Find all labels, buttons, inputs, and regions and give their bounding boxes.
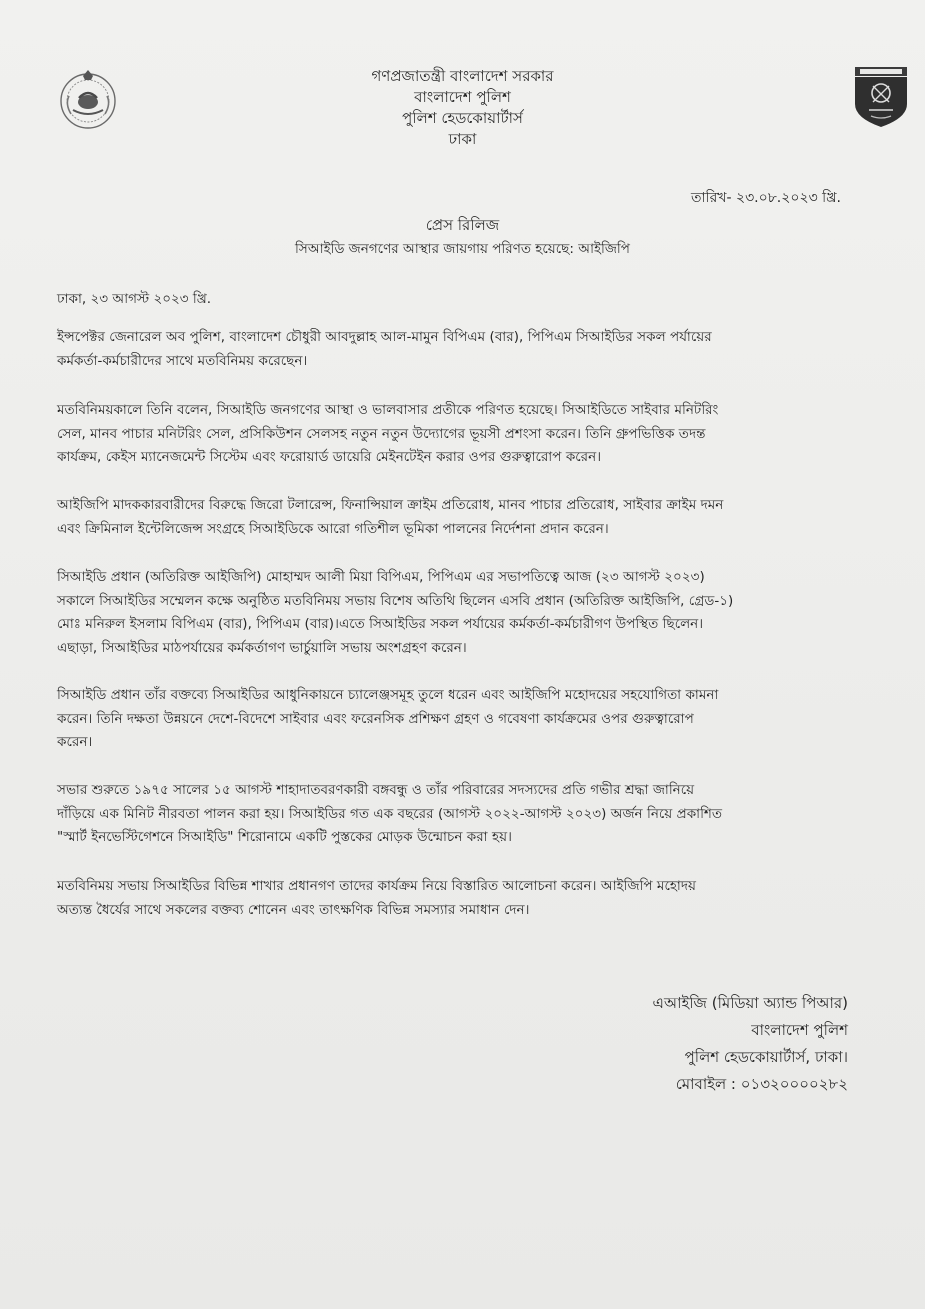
letterhead — [250, 66, 675, 150]
paragraph-line: মোঃ মনিরুল ইসলাম বিপিএম (বার), পিপিএম (বার)।এতে সিআইডির সকল পর্যায়ের কর্মকর্তা-কর্মচারীগণ উপস্থিত ছিলেন। — [57, 617, 704, 632]
cid-badge-icon — [853, 66, 909, 128]
paragraph-line: সিআইডি প্রধান তাঁর বক্তব্যে সিআইডির আধুনিকায়নে চ্যালেঞ্জসমূহ তুলে ধরেন এবং আইজিপি মহোদয়ের সহযোগিতা কামনা — [57, 688, 719, 703]
government-name: গণপ্রজাতন্ত্রী বাংলাদেশ সরকার — [371, 67, 554, 85]
paragraph-7 — [57, 875, 861, 922]
paragraph-line: আইজিপি মাদককারবারীদের বিরুদ্ধে জিরো টলারেন্স, ফিনান্সিয়াল ক্রাইম প্রতিরোধ, মানব পাচার প্রতিরোধ, সাইবার ক্রাইম দমন — [57, 498, 724, 513]
department-name: বাংলাদেশ পুলিশ — [414, 88, 511, 106]
paragraph-4 — [57, 566, 861, 660]
paragraph-line: সিআইডি প্রধান (অতিরিক্ত আইজিপি) মোহাম্মদ আলী মিয়া বিপিএম, পিপিএম এর সভাপতিত্বে আজ (২৩ আগস্ট ২০২৩) — [57, 570, 705, 585]
paragraph-line: সকালে সিআইডির সম্মেলন কক্ষে অনুষ্ঠিত মতবিনিময় সভায় বিশেষ অতিথি ছিলেন এসবি প্রধান (অতিরিক্ত আইজিপি, গ্রেড-১) — [57, 593, 734, 609]
signatory-mobile: মোবাইল : ০১৩২০০০০২৮২ — [675, 1075, 848, 1093]
document-date: তারিখ- ২৩.০৮.২০২৩ খ্রি. — [691, 190, 841, 206]
signatory-office: পুলিশ হেডকোয়ার্টার্স, ঢাকা। — [684, 1048, 848, 1066]
paragraph-line: সেল, মানব পাচার মনিটরিং সেল, প্রসিকিউশন সেলসহ নতুন নতুন উদ্যোগের ভূয়সী প্রশংসা করেন। তিনি গ্রুপভিত্তিক তদন্ত — [57, 426, 706, 442]
paragraph-line: "স্মার্ট ইনভেস্টিগেশনে সিআইডি" শিরোনামে একটি পুস্তকের মোড়ক উন্মোচন করা হয়। — [57, 830, 512, 845]
document-subtitle: সিআইডি জনগণের আস্থার জায়গায় পরিণত হয়েছে: আইজিপি — [295, 241, 630, 257]
police-emblem-icon — [55, 66, 121, 132]
paragraph-line: কর্মকর্তা-কর্মচারীদের সাথে মতবিনিময় করেছেন। — [57, 353, 308, 369]
office-name: পুলিশ হেডকোয়ার্টার্স — [402, 109, 523, 127]
paragraph-line: মতবিনিময়কালে তিনি বলেন, সিআইডি জনগণের আস্থা ও ভালবাসার প্রতীকে পরিণত হয়েছে। সিআইডিতে সাইবার মনিটরিং — [57, 403, 719, 418]
paragraph-line: করেন। তিনি দক্ষতা উন্নয়নে দেশে-বিদেশে সাইবার এবং ফরেনসিক প্রশিক্ষণ গ্রহণ ও গবেষণা কার্যক্রমের ওপর গুরুত্বারোপ — [57, 711, 694, 727]
place-date-line: ঢাকা, ২৩ আগস্ট ২০২৩ খ্রি. — [57, 291, 212, 307]
paragraph-line: এছাড়া, সিআইডির মাঠপর্যায়ের কর্মকর্তাগণ ভার্চুয়ালি সভায় অংশগ্রহণ করেন। — [57, 640, 467, 656]
paragraph-2 — [57, 399, 861, 470]
paragraph-line: দাঁড়িয়ে এক মিনিট নীরবতা পালন করা হয়। সিআইডির গত এক বছরের (আগস্ট ২০২২-আগস্ট ২০২৩) অর্জন নিয়ে প্রকাশিত — [57, 806, 723, 822]
city-name: ঢাকা — [448, 130, 477, 148]
paragraph-line: করেন। — [57, 735, 93, 750]
paragraph-line: সভার শুরুতে ১৯৭৫ সালের ১৫ আগস্ট শাহাদাতবরণকারী বঙ্গবন্ধু ও তাঁর পরিবারের সদস্যদের প্রতি গভীর শ্রদ্ধা জানিয়ে — [57, 783, 695, 798]
paragraph-3 — [57, 494, 861, 541]
paragraph-line: কার্যক্রম, কেইস ম্যানেজমেন্ট সিস্টেম এবং ফরোয়ার্ড ডায়েরি মেইনটেইন করার ওপর গুরুত্বারোপ করেন। — [57, 450, 602, 465]
signatory-title: এআইজি (মিডিয়া অ্যান্ড পিআর) — [652, 994, 848, 1012]
signatory-department: বাংলাদেশ পুলিশ — [751, 1021, 848, 1039]
paragraph-line: ইন্সপেক্টর জেনারেল অব পুলিশ, বাংলাদেশ চৌধুরী আবদুল্লাহ আল-মামুন বিপিএম (বার), পিপিএম সিআইডির সকল পর্যায়ের — [57, 330, 712, 345]
paragraph-6 — [57, 779, 861, 850]
paragraph-5 — [57, 684, 861, 755]
signature-block — [608, 990, 848, 1098]
document-title: প্রেস রিলিজ — [425, 216, 500, 234]
paragraph-1 — [57, 326, 861, 373]
paragraph-line: মতবিনিময় সভায় সিআইডির বিভিন্ন শাখার প্রধানগণ তাদের কার্যক্রম নিয়ে বিস্তারিত আলোচনা করেন। আইজিপি মহোদয় — [57, 879, 696, 894]
paragraph-line: অত্যন্ত ধৈর্যের সাথে সকলের বক্তব্য শোনেন এবং তাৎক্ষণিক বিভিন্ন সমস্যার সমাধান দেন। — [57, 902, 530, 918]
paragraph-line: এবং ক্রিমিনাল ইন্টেলিজেন্স সংগ্রহে সিআইডিকে আরো গতিশীল ভূমিকা পালনের নির্দেশনা প্রদান করেন। — [57, 521, 609, 537]
